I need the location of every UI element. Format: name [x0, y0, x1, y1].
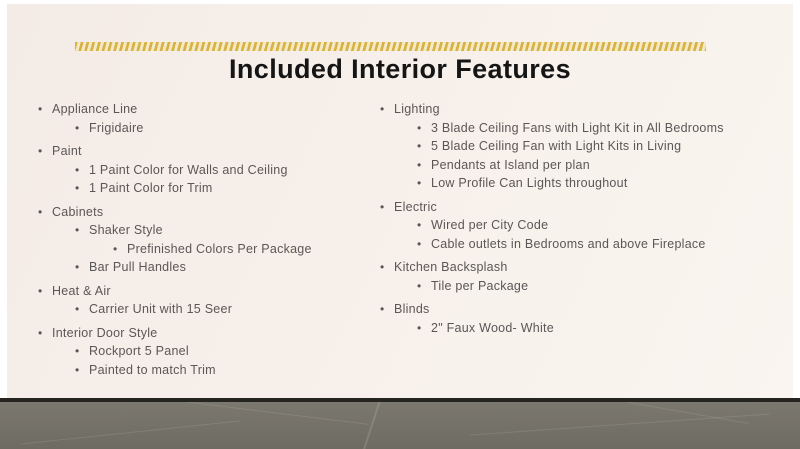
outline-item-text: Cabinets: [52, 204, 104, 219]
outline-column-right: [380, 100, 795, 337]
outline-item: [380, 277, 795, 296]
outline-item-text: Frigidaire: [89, 120, 144, 135]
outline-item: [38, 179, 368, 198]
bullet-icon: •: [75, 120, 80, 135]
outline-item: [38, 100, 368, 119]
bullet-icon: •: [380, 260, 385, 274]
outline-item-text: Blinds: [394, 302, 430, 316]
outline-item-text: Carrier Unit with 15 Seer: [89, 302, 233, 316]
bullet-icon: •: [38, 283, 43, 298]
outline-item: [38, 240, 368, 259]
outline-item-text: Painted to match Trim: [89, 362, 216, 377]
outline-item-text: Interior Door Style: [52, 325, 158, 340]
bullet-icon: •: [75, 162, 80, 177]
bullet-icon: •: [417, 176, 422, 190]
outline-item: [38, 258, 368, 277]
outline-item: [38, 300, 368, 319]
outline-item-text: Tile per Package: [431, 278, 529, 293]
outline-item: [38, 142, 368, 161]
outline-item: [380, 100, 795, 119]
floor-texture-vein: [111, 398, 369, 425]
outline-item: [380, 216, 795, 235]
bullet-icon: •: [417, 236, 422, 251]
outline-item: [380, 198, 795, 217]
bullet-icon: •: [417, 218, 422, 232]
floor-texture-vein: [21, 421, 240, 445]
outline-item-text: 2" Faux Wood- White: [431, 320, 554, 335]
page-title: Included Interior Features: [229, 54, 571, 84]
outline-item-text: Bar Pull Handles: [89, 260, 187, 274]
bullet-icon: •: [75, 302, 80, 316]
bullet-icon: •: [75, 181, 80, 195]
bullet-icon: •: [380, 102, 385, 116]
outline-item: [380, 300, 795, 319]
outline-item-text: Low Profile Can Lights throughout: [431, 176, 628, 190]
bullet-icon: •: [38, 204, 43, 219]
outline-item-text: Electric: [394, 199, 437, 214]
outline-item-text: Rockport 5 Panel: [89, 344, 189, 358]
outline-item: [380, 119, 795, 138]
bullet-icon: •: [417, 157, 422, 172]
bullet-icon: •: [75, 260, 80, 274]
outline-item-text: Appliance Line: [52, 102, 138, 116]
outline-item-text: Paint: [52, 144, 82, 158]
outline-item: [38, 203, 368, 222]
bullet-icon: •: [75, 362, 80, 377]
outline-item: [38, 324, 368, 343]
outline-item: [38, 342, 368, 361]
outline-item-text: Kitchen Backsplash: [394, 260, 508, 274]
outline-item-text: 3 Blade Ceiling Fans with Light Kit in All Bedrooms: [431, 120, 724, 135]
outline-item: [38, 361, 368, 380]
bullet-icon: •: [38, 325, 43, 340]
outline-item-text: Shaker Style: [89, 223, 163, 237]
dashed-ribbon-decoration: [75, 42, 706, 51]
outline-item: [380, 174, 795, 193]
bullet-icon: •: [417, 120, 422, 135]
concrete-floor-band: [0, 398, 800, 449]
outline-item: [380, 319, 795, 338]
bullet-icon: •: [75, 344, 80, 358]
outline-item-text: Wired per City Code: [431, 218, 549, 232]
outline-item: [380, 235, 795, 254]
bullet-icon: •: [113, 241, 118, 256]
bullet-icon: •: [38, 144, 43, 158]
bullet-icon: •: [417, 320, 422, 335]
outline-item: [380, 258, 795, 277]
outline-item-text: Pendants at Island per plan: [431, 157, 590, 172]
outline-item-text: Heat & Air: [52, 283, 111, 298]
outline-item: [38, 282, 368, 301]
outline-item: [38, 161, 368, 180]
outline-item-text: Lighting: [394, 102, 440, 116]
outline-item-text: Cable outlets in Bedrooms and above Fireplace: [431, 236, 706, 251]
outline-item-text: Prefinished Colors Per Package: [127, 241, 312, 256]
bullet-icon: •: [417, 278, 422, 293]
floor-texture-vein: [470, 414, 769, 436]
bullet-icon: •: [380, 302, 385, 316]
bullet-icon: •: [417, 139, 422, 153]
outline-item-text: 1 Paint Color for Walls and Ceiling: [89, 162, 288, 177]
outline-item: [38, 221, 368, 240]
outline-column-left: [38, 100, 368, 379]
outline-item: [380, 137, 795, 156]
outline-item-text: 5 Blade Ceiling Fan with Light Kits in Living: [431, 139, 682, 153]
bullet-icon: •: [380, 199, 385, 214]
bullet-icon: •: [38, 102, 43, 116]
outline-item: [38, 119, 368, 138]
bullet-icon: •: [75, 223, 80, 237]
outline-item: [380, 156, 795, 175]
outline-item-text: 1 Paint Color for Trim: [89, 181, 213, 195]
